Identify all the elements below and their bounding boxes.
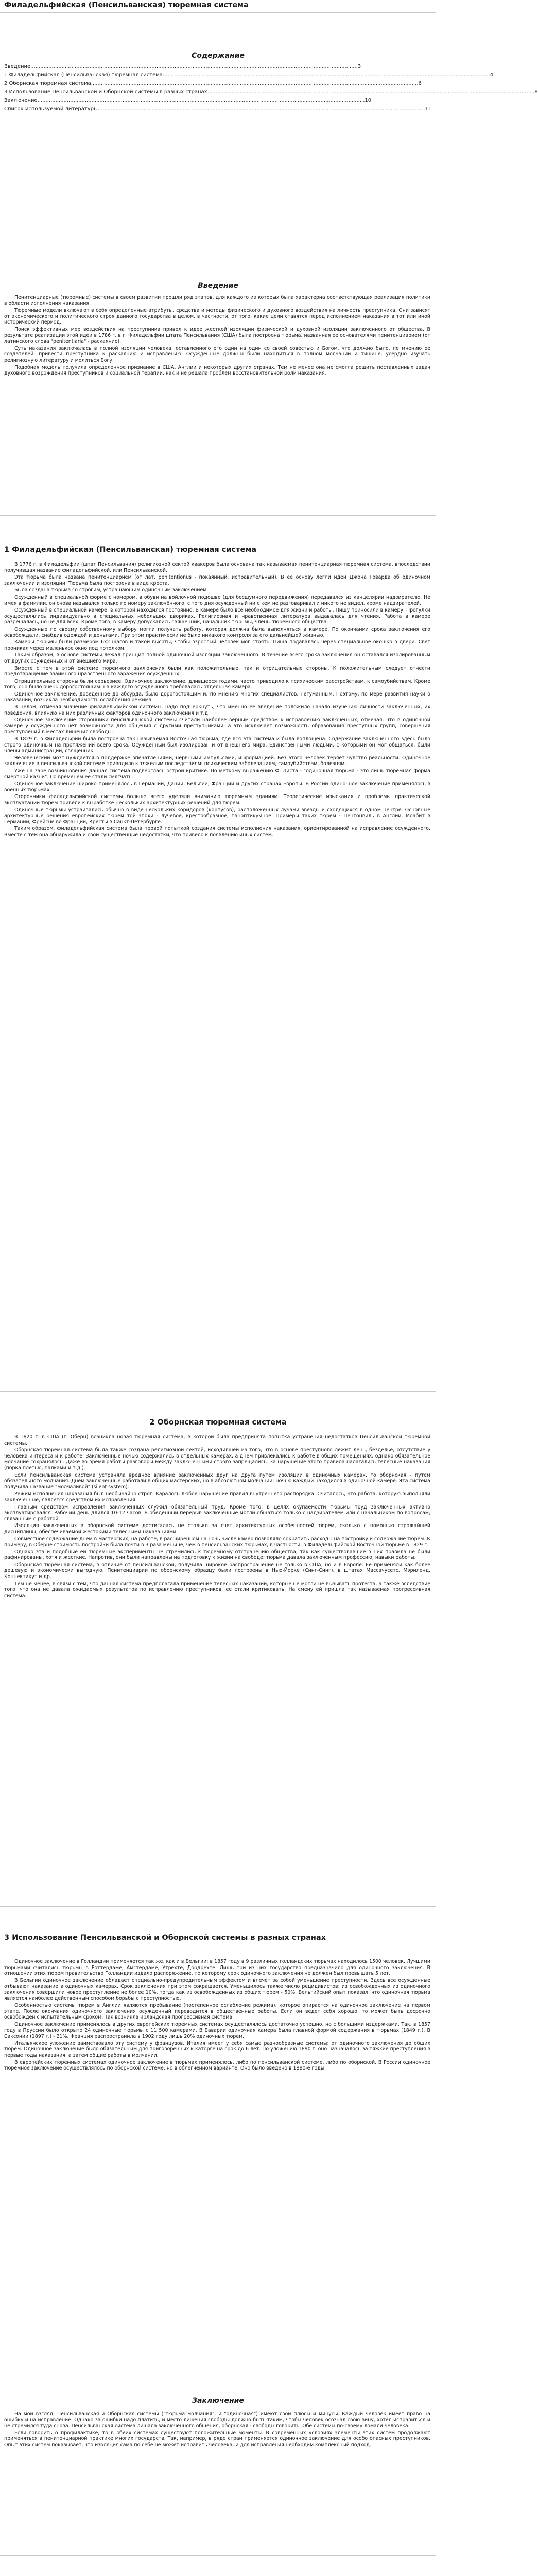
section-1-heading: 1 Филадельфийская (Пенсильванская) тюремная система: [4, 546, 256, 554]
conclusion-body: [4, 2411, 430, 2449]
toc-title: Содержание: [191, 52, 245, 60]
paragraph: Одиночное заключение широко применялось в Германии, Дании, Бельгии, Франции и других странах Европы. В России одиночное заключение применялось в военных тюрьмах.: [4, 781, 430, 793]
toc-item[interactable]: 3 Использование Пенсильванской и Оборнской системы в разных странах ..... 8: [4, 88, 220, 96]
paragraph: Режим исполнения наказания был необычайно строг. Каралось любое нарушение правил внутреннего распорядка. Считалось, что работа, которую выполняли заключенные, является средством их исправления.: [4, 1491, 430, 1503]
paragraph: Тюремные модели включают в себя определенные атрибуты, средства и методы физического и духовного воздействия на личность преступника. Они зависят от экономического и политического строя данного государства в целом, в частности, от того, какие цели ставятся перед исполнением наказания в тот или иной исторический период.: [4, 308, 430, 326]
paragraph: Таким образом, в основе системы лежал принцип полной одиночной изоляции заключенного. В течение всего срока заключения он оставался изолированным от других осужденных и от внешнего мира.: [4, 652, 430, 664]
paragraph: Поиск эффективных мер воздействия на преступника привел к идее жесткой изоляции физической и духовной изоляции заключенного от общества. В результате реализации этой идеи в 1786 г. в г. Филадельфии штата Пенсильвания (США) была построена тюрьма, названная ее основателями пенитенциарием (от латинского слова "penitentiaria" - раскаяние).: [4, 326, 430, 345]
section-2-heading: 2 Оборнская тюремная система: [149, 1418, 287, 1427]
paragraph: Одиночное заключение сторонники пенсильванской системы считали наиболее верным средством к исправлению заключенных, отмечая, что в одиночной камере у осужденного нет возможности для общения с другими преступниками, а это исключает возможность образования преступных групп, совершения преступлений в местах лишения свободы.: [4, 717, 430, 735]
conclusion-heading: Заключение: [192, 2397, 244, 2405]
section-3-heading: 3 Использование Пенсильванской и Оборнской системы в разных странах: [4, 1934, 326, 1942]
paragraph: Одиночное заключение в Голландии применяется так же, как и в Бельгии: в 1857 году в 9 различных голландских тюрьмах находилось 1500 человек. Лучшими тюрьмами считались тюрьмы в Роттердаме, Амстердаме, Утрехте, Дордрехте. Лишь три из них государство предназначило для одиночного заключения. В отношении этих тюрем правительство Голландии издало распоряжение, по которому срок одиночного заключения не должен был превышать 5 лет.: [4, 1959, 430, 1977]
toc-item[interactable]: 2 Оборнская тюремная система ..... 6: [4, 80, 220, 88]
paragraph: Совместное содержание днем в мастерских, на работе, в расширенном на ночь числе камер позволяло сократить расходы на постройку и содержание тюрем. К примеру, в Оберне стоимость постройки была почти в 3 раза меньше, чем в пенсильванских тюрьмах, в частности, в Филадельфийской Восточной тюрьме в 1829 г.: [4, 1536, 430, 1548]
section-2-body: [4, 1434, 430, 1600]
paragraph: Одиночное заключение применялось в других европейских тюремных системах осуществлялось достаточно успешно, но с большими издержками. Так, в 1857 году в Пруссии было открыто 24 одиночные тюрьмы с 11 500 камерами. В Баварии одиночная камера была главной формой содержания в тюрьмах (1849 г.). В Саксонии (1897 г.) - 21%. Франция распространила в 1902 году лишь 20% одиночных тюрем.: [4, 2021, 430, 2040]
toc-item[interactable]: Список используемой литературы ..... 11: [4, 105, 220, 113]
paragraph: Суть наказания заключалась в полной изоляции человека, оставленного его один на один со своей совестью и Богом, что должно было, по мнению ее создателей, привести преступника к раскаянию и исправлению. Осужденные должны были находиться в полном молчании и тишине, усердно изучать религиозную литературу и молиться Богу.: [4, 345, 430, 363]
paragraph: Итальянское уложение заимствовало эту систему у французов. Италия имеет у себя самые разнообразные системы: от одиночного заключения до общих тюрем. Одиночное заключение было обязательным для приговоренных к каторге на срок до 6 лет. По уложению 1890 г. оно назначалось за тяжкие преступления в первые годы наказания, а затем общие работы в молчании.: [4, 2040, 430, 2058]
paragraph: Одиночные тюрьмы устраивались обычно в виде нескольких коридоров (корпусов), расположенных лучами звезды и сходящихся в одном центре. Основные архитектурные решения европейских тюрем той эпохи - лучевое, крестообразное, паноптикумное. Примеры таких тюрем - Пентонвиль в Англии, Моабит в Германии, Фрейсне во Франции, Кресты в Санкт-Петербурге.: [4, 807, 430, 825]
paragraph: Была создана тюрьма со строгим, устрашающим одиночным заключением.: [14, 587, 209, 594]
table-of-contents: [4, 63, 538, 113]
paragraph: Осужденный в специальной форме с номером, в обуви на войлочной подошве (для бесшумного передвижения) передавался из канцелярии надзирателю. Не имея в фамилии, он снова назывался только по номеру заключённого, с того дня осужденный ни с кем не разговаривал и никого не видел, кроме надзирателей.: [4, 594, 430, 606]
paragraph: Осужденные по своему собственному выбору могли получать работу, которая должна была выполняться в камере. По окончании срока заключения его освобождали, снабдив одеждой и деньгами. При этом практически не было никакого контроля за его дальнейшей жизнью.: [4, 626, 430, 638]
paragraph: В 1820 г. в США (г. Оберн) возникла новая тюремная система, в которой была предпринята попытка устранения недостатков Пенсильванской тюремной системы.: [4, 1434, 430, 1446]
toc-item[interactable]: Заключение ..... 10: [4, 97, 220, 105]
paragraph: Пенитенциарные (тюремные) системы в своем развитии прошли ряд этапов, для каждого из которых была характерна соответствующая реализация политики в области исполнения наказания.: [4, 295, 430, 307]
paragraph: Камеры тюрьмы были размером 6х2 шагов и такой высоты, чтобы взрослый человек мог стоять. Пища подавалась через специальное окошко в двери. Свет проникал через маленькое окно под потолком.: [4, 639, 430, 651]
document-title: Филадельфийская (Пенсильванская) тюремная система: [4, 1, 249, 9]
paragraph: Одиночное заключение, доведенное до абсурда, было дорогостоящим и, по мнению многих специалистов, негуманным. Поэтому, по мере развития науки о наказании, возникла необходимость ослабления режима.: [4, 691, 430, 703]
page-divider: [0, 1391, 436, 1392]
toc-item[interactable]: 1 Филадельфийская (Пенсильванская) тюремная система ..... 4: [4, 71, 220, 79]
paragraph: В целом, отмечая значение филадельфийской системы, надо подчеркнуть, что именно ее введение положило начало изучению личности заключенных, их поведения, влиянию на них различных факторов одиночного заключения и т.д.: [4, 704, 430, 716]
page-divider: [0, 2555, 436, 2556]
intro-heading: Введение: [198, 282, 238, 290]
paragraph: Если пенсильванская система устраняла вредное влияние заключенных друг на друга путем изоляции в одиночных камерах, то оборнская - путем обязательного молчания. Днем заключенные работали в общих мастерских, но в абсолютном молчании; ночью каждый находился в одиночной камере. Эта система получила название "молчаливой" (silent system).: [4, 1472, 430, 1490]
paragraph: Сторонники филадельфийской системы больше всего уделяли вниманию тюремным зданиям. Теоретические изыскания и проблемы практической эксплуатации тюрем привели к выработке нескольких архитектурных решений для тюрем.: [4, 794, 430, 806]
paragraph: Особенностью системы тюрем в Англии являются пребывание (постепенное ослабление режима), которое опирается на одиночное заключение на первом этапе. После окончания одиночного заключения осужденный переводится в общественные работы. Если он ведет себя хорошо, то может быть досрочно освобожден с испытательным сроком. Так возникла ирландская прогрессивная система.: [4, 2003, 430, 2021]
paragraph: Человеческий мозг нуждается в поддержке впечатлениями, нервными импульсами, информацией. Без этого человек теряет чувство реальности. Одиночное заключение в пенсильванской системе приводило к тяжелым последствиям: психическим заболеваниям, самоубийствам, болезням.: [4, 755, 430, 767]
section-3-body: [4, 1959, 430, 2073]
paragraph: В Бельгии одиночное заключение обладает специально-предупредительным эффектом и влечет за собой уменьшение преступности. Здесь все осужденные отбывают наказание в одиночных камерах. Срок заключения при этом сокращается. Уменьшилось также число рецидивистов: из освобожденных из одиночного заключения совершили новое преступление не более 10%, тогда как из освобожденных из общих тюрем - 50%. Бельгийский опыт показал, что одиночная тюрьма является наиболее действенным способом борьбы с преступностью.: [4, 1977, 430, 2002]
page-divider: [0, 12, 436, 13]
page-divider: [0, 1906, 436, 1907]
paragraph: На мой взгляд, Пенсильванская и Оборнская системы ("тюрьма молчания", и "одиночная") имеют свои плюсы и минусы. Каждый человек имеет право на ошибку и на исправление. Однако за ошибки надо платить, и место лишения свободы должно быть таким, чтобы человек осознал свою вину, хотел исправиться и не стремился туда снова. Пенсильванская система лишала заключенного общения, оборнская - свободы говорить. Обе системы по-своему ломали человека.: [4, 2411, 430, 2429]
paragraph: Осужденный в специальной камере, в которой находился постоянно. В камере было все необходимое для жизни и работы. Пищу приносили в камеру. Прогулки осуществлялись индивидуально в специальных небольших двориках. Религиозная и нравственная литература выдавалась для чтения. Работа в камере разрешалась, но не для всех. Кроме того, в камеру допускались священник, начальник тюрьмы, члены тюремного общества.: [4, 607, 430, 625]
paragraph: В 1829 г. в Филадельфии была построена так называемая Восточная тюрьма, где вся эта система и была воплощена. Содержание заключенного здесь было строго одиночным на протяжении всего срока. Осужденный был изолирован и от внешнего мира. Единственными людьми, с которыми он мог общаться, были члены администрации, священник.: [4, 736, 430, 754]
toc-item[interactable]: Введение ..... 3: [4, 63, 220, 71]
paragraph: Подобная модель получила определенное признание в США. Англии и некоторых других странах. Тем не менее она не смогла решить поставленных задач духовного возрождения преступников и социальной терапии, как и не решала проблем восстановительной роли наказания.: [4, 364, 430, 377]
paragraph: Эта тюрьма была названа пенитенциарием (от лат. penitentionus - покаянный, исправительный). В ее основу легли идеи Джона Говарда об одиночном заключении и изоляции. Тюрьма была построена в виде креста.: [4, 574, 430, 586]
paragraph: Если говорить о профилактике, то в обеих системах существуют положительные моменты. В современных условиях элементы этих систем продолжают применяться в пенитенциарной практике многих государств. Так, например, в ряде стран применяется одиночное заключение для особо опасных преступников. Опыт этих систем показывает, что изоляция сама по себе не может исправить человека, и для исправления необходим комплексный подход.: [4, 2430, 430, 2448]
paragraph: Однако эта и подобные ей тюремные эксперименты не стремились к тюремному отстранению общества, так как существовавшие в них правила не были рафинированы, хотя и жесткие. Напротив, они были направлены на подготовку к жизни на свободе: тюрьма давала заключенным профессию, навыки работы.: [4, 1549, 430, 1561]
paragraph: В 1776 г. в Филадельфии (штат Пенсильвания) религиозной сектой квакеров была основана так называемая пенитенциарная тюремная система, впоследствии получившая название филадельфийской, или Пенсильванской.: [4, 562, 430, 573]
paragraph: Тем не менее, в связи с тем, что данная система предполагала применение телесных наказаний, которые не могли не вызывать протеста, а также вследствие того, что она не давала ожидаемых результатов по исправлению преступников, ее стали критиковать. На смену ей пришла так называемая прогрессивная система.: [4, 1581, 430, 1599]
paragraph: Изоляция заключенных в оборнской системе достигалась не столько за счет архитектурных особенностей тюрем, сколько с помощью строжайшей дисциплины, обеспечиваемой жестокими телесными наказаниями.: [4, 1523, 430, 1535]
paragraph: Уже на заре возникновения данная система подверглась острой критике. По меткому выражению Ф. Листа - "одиночная тюрьма - это лишь тюремная форма смертной казни". Со временем ее стали смягчать.: [4, 768, 430, 780]
section-1-body: [4, 562, 430, 839]
paragraph: Главным средством исправления заключенных служил обязательный труд. Кроме того, в целях окупаемости тюрьмы труд заключенных активно эксплуатировался. Рабочий день длился 10-12 часов. В обеденный перерыв заключенные могли общаться только с надзирателем или с начальником по вопросам, связанным с работой.: [4, 1504, 430, 1522]
paragraph: Оборнская тюремная система, в отличие от пенсильванской, получила широкое распространение не только в США, но и в Европе. Ее применяли как более дешевую и экономически выгодную. Пенитенциарии по оборнскому образцу были построены в Нью-Йорке (Синг-Синг), в штатах Массачусетс, Мэриленд, Коннектикут и др.: [4, 1562, 430, 1580]
paragraph: Отрицательные стороны были серьезнее. Одиночное заключение, длившееся годами, часто приводило к психическим расстройствам, к самоубийствам. Кроме того, оно было очень дорогостоящим: на каждого осужденного требовалась отдельная камера.: [4, 678, 430, 690]
page-divider: [0, 515, 436, 516]
paragraph: Оборнская тюремная система была также создана религиозной сектой, исходившей из того, что в основе преступного лежит лень, безделье, отсутствие у человека интереса и к работе. Заключенные ночью содержались в отдельных камерах, а днем привлекались к работе в общих помещениях, однако обязательное молчание сохранялось. Даже во время работы разговоры между заключенными строго запрещались. За нарушение этого правила налагались телесные наказания (порка плетью, палками и т.д.).: [4, 1447, 430, 1471]
intro-body: [4, 295, 430, 378]
paragraph: Вместе с тем в этой системе тюремного заключения были как положительные, так и отрицательные стороны. К положительным следует отнести предотвращение взаимного нравственного заражения осужденных.: [4, 665, 430, 677]
paragraph: В европейских тюремных системах одиночное заключение в тюрьмах применялось, либо по пенсильванской системе, либо по оборнской. В России одиночное тюремное заключение осуществлялось по оборнской системе, но в облегченном варианте. Оно было введено в 1880-е годы.: [4, 2059, 430, 2072]
paragraph: Таким образом, филадельфийская система была первой попыткой создания системы исполнения наказания, ориентированной на исправление осужденного. Вместе с тем она обнаружила и свои существенные недостатки, что привело к появлению иных систем.: [4, 826, 430, 838]
